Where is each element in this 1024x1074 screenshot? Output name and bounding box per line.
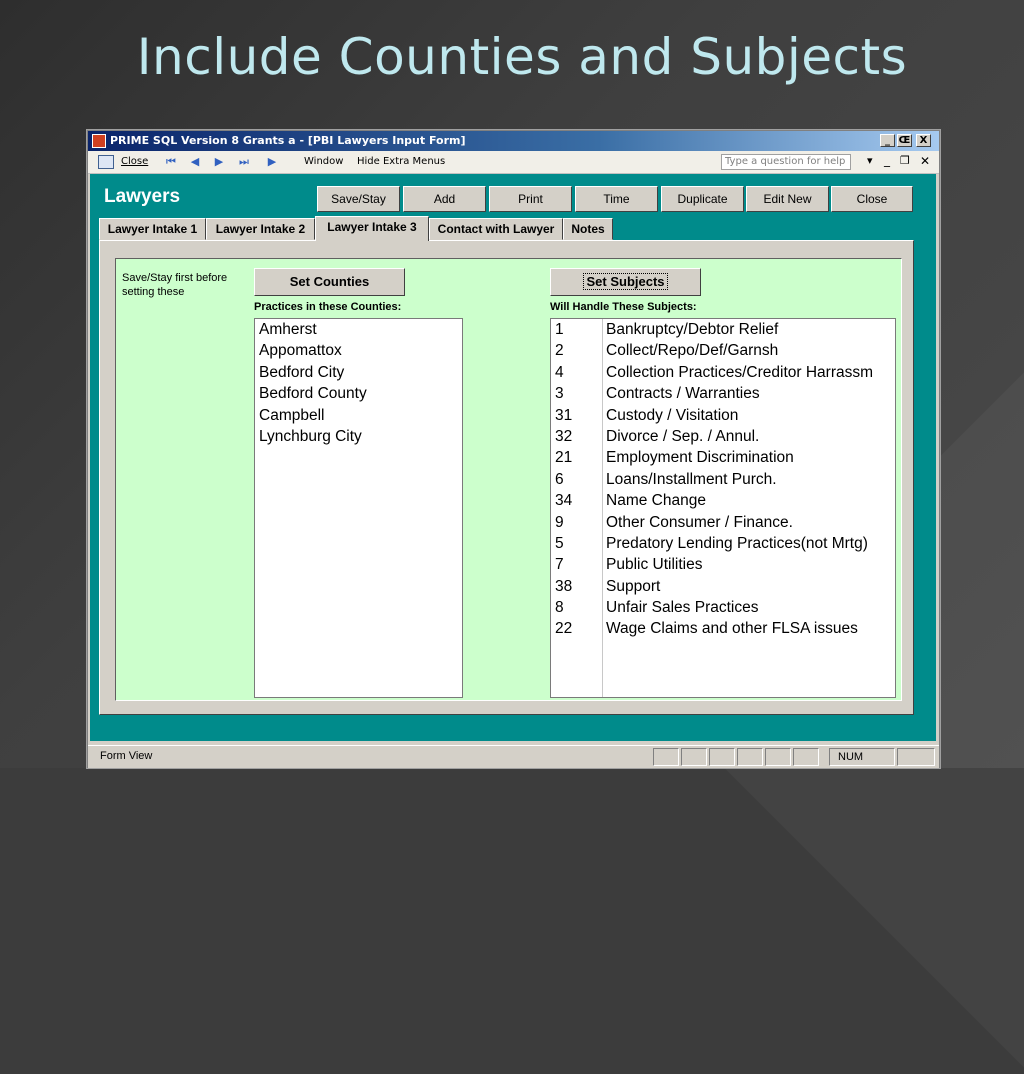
subjects-label: Will Handle These Subjects: xyxy=(550,301,697,313)
save-first-hint: Save/Stay first before setting these xyxy=(122,272,228,298)
county-item[interactable] xyxy=(255,319,462,340)
tab-strip xyxy=(99,216,914,240)
close-button[interactable]: Close xyxy=(831,186,913,212)
status-segment xyxy=(681,748,707,766)
child-close-icon[interactable]: ✕ xyxy=(920,154,931,168)
duplicate-button[interactable]: Duplicate xyxy=(661,186,744,212)
subject-item[interactable] xyxy=(551,512,895,533)
subject-name: Wage Claims and other FLSA issues xyxy=(606,620,858,638)
status-segment xyxy=(737,748,763,766)
subject-item[interactable] xyxy=(551,490,895,511)
slide-title: Include Counties and Subjects xyxy=(136,28,908,86)
tab-lawyer-intake-3[interactable]: Lawyer Intake 3 xyxy=(315,216,429,241)
subject-code: 1 xyxy=(555,321,564,338)
subject-code: 21 xyxy=(555,449,573,467)
counties-listbox[interactable] xyxy=(254,318,463,698)
new-record-icon[interactable]: ▶ xyxy=(267,155,277,168)
window-titlebar xyxy=(88,131,939,151)
subject-item[interactable] xyxy=(551,447,895,468)
subject-name: Collect/Repo/Def/Garnsh xyxy=(606,342,779,360)
edit-new-button[interactable]: Edit New xyxy=(746,186,829,212)
time-button[interactable]: Time xyxy=(575,186,658,212)
subject-item[interactable] xyxy=(551,405,895,426)
subject-item[interactable] xyxy=(551,597,895,618)
restore-button[interactable]: Œ xyxy=(898,135,911,146)
status-form-view: Form View xyxy=(100,750,153,762)
save-stay-button[interactable]: Save/Stay xyxy=(317,186,400,212)
tab-page xyxy=(99,240,914,715)
county-item[interactable] xyxy=(255,362,462,383)
status-segment xyxy=(897,748,935,766)
county-item[interactable] xyxy=(255,340,462,361)
subject-code: 3 xyxy=(555,385,564,403)
subject-name: Name Change xyxy=(606,492,706,510)
status-segment xyxy=(653,748,679,766)
status-segment xyxy=(765,748,791,766)
subject-code: 7 xyxy=(555,556,564,574)
subject-code: 9 xyxy=(555,513,564,531)
subject-name: Collection Practices/Creditor Harrassm xyxy=(606,363,874,381)
subject-item[interactable] xyxy=(551,533,895,554)
form-icon xyxy=(98,155,114,169)
subject-item[interactable] xyxy=(551,618,895,639)
minimize-button[interactable]: _ xyxy=(880,134,895,147)
set-counties-button[interactable] xyxy=(254,268,405,296)
subject-name: Public Utilities xyxy=(606,556,703,574)
form-title: Lawyers xyxy=(104,186,181,207)
subject-name: Loans/Installment Purch. xyxy=(606,470,777,488)
access-window xyxy=(87,130,940,768)
subject-code: 31 xyxy=(555,406,573,424)
county-name: Appomattox xyxy=(259,342,342,360)
set-counties-label: Set Counties xyxy=(289,274,370,289)
first-record-icon[interactable]: ⏮ xyxy=(166,155,176,168)
child-minimize-icon[interactable]: _ xyxy=(884,153,890,167)
subject-name: Divorce / Sep. / Annul. xyxy=(606,427,760,445)
county-name: Lynchburg City xyxy=(259,427,362,445)
set-subjects-label: Set Subjects xyxy=(583,273,667,290)
subject-code: 4 xyxy=(555,363,564,381)
subject-code: 34 xyxy=(555,492,573,510)
app-icon xyxy=(92,134,106,148)
tab-contact-with-lawyer[interactable]: Contact with Lawyer xyxy=(429,218,563,240)
print-button[interactable]: Print xyxy=(489,186,572,212)
county-item[interactable] xyxy=(255,405,462,426)
subjects-listbox[interactable] xyxy=(550,318,896,698)
status-num: NUM xyxy=(829,748,895,766)
subject-item[interactable] xyxy=(551,319,895,340)
subject-code: 38 xyxy=(555,577,573,595)
status-segment xyxy=(709,748,735,766)
add-button[interactable]: Add xyxy=(403,186,486,212)
subject-name: Unfair Sales Practices xyxy=(606,599,759,617)
subject-code: 22 xyxy=(555,620,573,638)
status-bar xyxy=(88,745,939,768)
menu-close[interactable]: Close xyxy=(121,156,149,167)
close-window-button[interactable]: X xyxy=(916,134,931,147)
subject-code: 5 xyxy=(555,534,564,552)
subject-item[interactable] xyxy=(551,554,895,575)
subject-name: Other Consumer / Finance. xyxy=(606,513,793,531)
tab-lawyer-intake-2[interactable]: Lawyer Intake 2 xyxy=(206,218,315,240)
subject-name: Employment Discrimination xyxy=(606,449,794,467)
form-area xyxy=(90,174,936,741)
subject-name: Contracts / Warranties xyxy=(606,385,760,403)
subject-item[interactable] xyxy=(551,426,895,447)
subject-name: Bankruptcy/Debtor Relief xyxy=(606,321,779,338)
set-subjects-button[interactable] xyxy=(550,268,701,296)
county-item[interactable] xyxy=(255,383,462,404)
subject-code: 8 xyxy=(555,599,564,617)
subject-name: Predatory Lending Practices(not Mrtg) xyxy=(606,534,868,552)
help-dropdown-icon[interactable]: ▾ xyxy=(867,154,873,167)
subject-item[interactable] xyxy=(551,362,895,383)
next-record-icon[interactable]: ▶ xyxy=(214,155,224,168)
menu-bar xyxy=(88,151,939,174)
menu-window[interactable]: Window xyxy=(304,156,344,167)
help-search-input[interactable]: Type a question for help xyxy=(721,154,851,170)
subject-code: 6 xyxy=(555,470,564,488)
county-name: Bedford City xyxy=(259,363,345,381)
subject-item[interactable] xyxy=(551,469,895,490)
subject-item[interactable] xyxy=(551,576,895,597)
tab-notes[interactable]: Notes xyxy=(563,218,613,240)
county-item[interactable] xyxy=(255,426,462,447)
subject-name: Custody / Visitation xyxy=(606,406,739,424)
county-name: Bedford County xyxy=(259,385,367,403)
last-record-icon[interactable]: ⏭ xyxy=(239,155,249,168)
subject-code: 2 xyxy=(555,342,564,360)
previous-record-icon[interactable]: ◀ xyxy=(190,155,200,168)
status-segment xyxy=(793,748,819,766)
menu-hide-extra[interactable]: Hide Extra Menus xyxy=(357,156,446,167)
county-name: Campbell xyxy=(259,406,325,424)
subject-item[interactable] xyxy=(551,383,895,404)
counties-label: Practices in these Counties: xyxy=(254,301,402,313)
window-title: PRIME SQL Version 8 Grants a - [PBI Lawyers Input Form] xyxy=(110,134,466,147)
tab-lawyer-intake-1[interactable]: Lawyer Intake 1 xyxy=(99,218,206,240)
subject-name: Support xyxy=(606,577,661,595)
county-name: Amherst xyxy=(259,321,317,338)
subject-code: 32 xyxy=(555,427,573,445)
subject-item[interactable] xyxy=(551,340,895,361)
subject-county-panel xyxy=(115,258,902,701)
child-restore-icon[interactable]: ❐ xyxy=(900,154,910,167)
